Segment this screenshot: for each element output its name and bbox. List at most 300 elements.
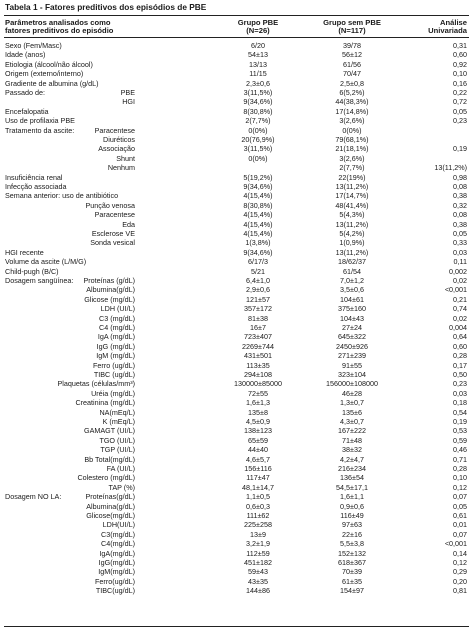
cell-p-value: 0,38	[453, 191, 467, 201]
table-row	[0, 483, 474, 492]
cell-group-sem-pbe: 152±132	[338, 548, 366, 558]
row-label: Idade (anos)	[5, 50, 46, 60]
table-row	[0, 379, 474, 388]
row-sublabel: TGP (UI/L)	[100, 445, 135, 455]
cell-group-sem-pbe: 3,5±0,6	[340, 285, 364, 295]
cell-group-pbe: 6/17/3	[248, 257, 268, 267]
cell-group-sem-pbe: 13(11,2%)	[335, 219, 369, 229]
row-sublabel: IgA (mg/dL)	[97, 332, 135, 342]
table-row	[0, 511, 474, 520]
cell-group-pbe: 4(15,4%)	[243, 229, 273, 238]
cell-group-pbe: 111±62	[246, 511, 270, 520]
cell-group-pbe: 0(0%)	[248, 125, 268, 135]
table-row	[0, 502, 474, 511]
table-row	[0, 295, 474, 304]
table-row	[0, 276, 474, 285]
cell-p-value: 0,19	[453, 144, 467, 154]
cell-group-pbe: 112±59	[246, 548, 270, 558]
header-group2-line2: (N=117)	[338, 26, 366, 35]
row-sublabel: Eda	[122, 219, 135, 229]
cell-group-sem-pbe: 4,3±0,7	[340, 417, 364, 426]
table-row	[0, 248, 474, 257]
row-label: Passado de:	[5, 88, 45, 97]
bottom-rule	[4, 626, 469, 627]
row-sublabel: HGI	[122, 97, 135, 107]
table-row	[0, 520, 474, 529]
cell-p-value: <0,001	[444, 539, 467, 549]
table-row	[0, 314, 474, 323]
table-row	[0, 417, 474, 426]
table-row	[0, 464, 474, 473]
cell-group-sem-pbe: 156000±108000	[326, 379, 378, 389]
table-row	[0, 492, 474, 501]
cell-p-value: 0,10	[453, 473, 467, 483]
table-row	[0, 257, 474, 266]
cell-p-value: 0,98	[453, 172, 467, 182]
row-label: Dosagem sangüínea:	[5, 276, 74, 285]
header-group1-line2: (N=26)	[246, 26, 270, 35]
cell-group-sem-pbe: 1,6±1,1	[340, 492, 364, 502]
table-row	[0, 577, 474, 586]
row-sublabel: Bb Total(mg/dL)	[84, 454, 135, 464]
table-row	[0, 473, 474, 482]
cell-p-value: 0,08	[453, 210, 467, 220]
cell-p-value: 0,02	[453, 276, 467, 285]
row-sublabel: Uréia (mg/dL)	[91, 388, 135, 398]
cell-group-sem-pbe: 116±49	[340, 511, 364, 520]
table-row	[0, 351, 474, 360]
cell-group-sem-pbe: 56±12	[342, 50, 362, 60]
cell-group-sem-pbe: 71±48	[342, 435, 362, 445]
cell-p-value: 0,81	[453, 586, 467, 596]
cell-p-value: 0,12	[453, 558, 467, 567]
cell-group-pbe: 9(34,6%)	[243, 97, 273, 107]
cell-group-sem-pbe: 2450±926	[336, 341, 368, 351]
row-sublabel: TIBC(ug/dL)	[95, 586, 135, 596]
header-parameter-line2: fatores preditivos do episódio	[5, 26, 114, 35]
cell-group-sem-pbe: 154±97	[340, 586, 364, 596]
cell-group-pbe: 4,6±5,7	[246, 454, 270, 464]
table-row	[0, 144, 474, 153]
cell-p-value: 0,10	[453, 69, 467, 79]
row-label: Origem (externo/interno)	[5, 69, 84, 79]
header-analysis-line1: Análise	[439, 18, 467, 27]
cell-group-pbe: 6/20	[251, 41, 265, 50]
row-sublabel: Creatinina (mg/dL)	[75, 398, 135, 408]
table-row	[0, 549, 474, 558]
cell-group-pbe: 1(3,8%)	[245, 238, 271, 248]
table-row	[0, 210, 474, 219]
row-label: Semana anterior: uso de antibiótico	[5, 191, 119, 201]
cell-p-value: 0,61	[453, 511, 467, 520]
cell-group-sem-pbe: 13(11,2%)	[335, 182, 369, 191]
cell-group-sem-pbe: 13(11,2%)	[335, 247, 369, 257]
cell-p-value: 0,05	[453, 229, 467, 238]
table-row	[0, 60, 474, 69]
cell-p-value: 0,32	[453, 200, 467, 210]
cell-group-pbe: 9(34,6%)	[243, 247, 273, 257]
row-sublabel: Shunt	[116, 153, 135, 163]
cell-group-pbe: 451±182	[244, 558, 272, 567]
cell-p-value: 0,29	[453, 567, 467, 577]
cell-group-pbe: 1,1±0,5	[246, 492, 270, 502]
cell-group-pbe: 138±123	[244, 426, 272, 436]
cell-group-sem-pbe: 2(7,7%)	[339, 163, 365, 173]
row-sublabel: NA(mEq/L)	[99, 407, 135, 417]
cell-group-sem-pbe: 22(19%)	[338, 172, 366, 182]
table-row	[0, 539, 474, 548]
row-sublabel: Diuréticos	[103, 135, 135, 144]
cell-group-sem-pbe: 0,9±0,6	[340, 501, 364, 511]
cell-p-value: 0,92	[453, 59, 467, 69]
table-row	[0, 88, 474, 97]
cell-group-sem-pbe: 48(41,4%)	[335, 200, 369, 210]
cell-p-value: 0,31	[453, 41, 467, 50]
cell-group-pbe: 723±407	[244, 332, 272, 342]
cell-p-value: 13(11,2%)	[434, 163, 467, 173]
row-label: Etiologia (álcool/não álcool)	[5, 59, 93, 69]
cell-p-value: 0,23	[453, 116, 467, 126]
cell-group-pbe: 117±47	[246, 473, 270, 483]
row-sublabel: Ferro(ug/dL)	[95, 576, 135, 586]
cell-p-value: 0,002	[449, 266, 467, 276]
cell-group-pbe: 121±57	[246, 294, 270, 304]
table-row	[0, 191, 474, 200]
cell-p-value: 0,21	[453, 294, 467, 304]
cell-group-sem-pbe: 6(5,2%)	[339, 88, 365, 97]
cell-group-sem-pbe: 61/54	[343, 266, 361, 276]
cell-group-pbe: 8(30,8%)	[243, 106, 273, 116]
row-sublabel: LDH (UI/L)	[100, 304, 135, 314]
cell-group-pbe: 2,9±0,6	[246, 285, 270, 295]
header-analysis-line2: Univariada	[428, 26, 467, 35]
cell-group-pbe: 431±501	[244, 351, 272, 361]
cell-group-pbe: 357±172	[244, 304, 272, 314]
cell-group-sem-pbe: 61±35	[342, 576, 362, 586]
cell-group-pbe: 4(15,4%)	[243, 191, 273, 201]
row-sublabel: Nenhum	[107, 163, 135, 173]
cell-group-sem-pbe: 5,5±3,8	[340, 539, 364, 549]
cell-group-sem-pbe: 21(18,1%)	[335, 144, 369, 154]
table-row	[0, 107, 474, 116]
table-row	[0, 201, 474, 210]
cell-group-sem-pbe: 3(2,6%)	[339, 116, 365, 126]
cell-group-sem-pbe: 216±234	[338, 464, 366, 473]
cell-group-sem-pbe: 70±39	[342, 567, 362, 577]
cell-p-value: 0,07	[453, 492, 467, 502]
cell-group-sem-pbe: 70/47	[343, 69, 361, 79]
cell-group-pbe: 5/21	[251, 266, 265, 276]
cell-group-pbe: 54±13	[248, 50, 268, 60]
cell-group-pbe: 8(30,8%)	[243, 200, 273, 210]
cell-group-sem-pbe: 167±222	[338, 426, 366, 436]
table-row	[0, 370, 474, 379]
row-sublabel: Esclerose VE	[91, 229, 135, 238]
cell-group-pbe: 59±43	[248, 567, 268, 577]
cell-p-value: 0,53	[453, 426, 467, 436]
row-sublabel: PBE	[120, 88, 135, 97]
row-sublabel: C3(mg/dL)	[101, 529, 135, 539]
cell-group-pbe: 65±59	[248, 435, 268, 445]
table-row	[0, 389, 474, 398]
table-row	[0, 163, 474, 172]
cell-group-sem-pbe: 5(4,3%)	[339, 210, 365, 220]
cell-p-value: 0,64	[453, 332, 467, 342]
table-row	[0, 586, 474, 595]
cell-group-sem-pbe: 645±322	[338, 332, 366, 342]
row-sublabel: IgM(mg/dL)	[98, 567, 135, 577]
cell-group-sem-pbe: 3(2,6%)	[339, 153, 365, 163]
cell-group-pbe: 43±35	[248, 576, 268, 586]
cell-p-value: 0,60	[453, 50, 467, 60]
header-parameter-line1: Parâmetros analisados como	[5, 18, 111, 27]
table-row	[0, 342, 474, 351]
cell-group-sem-pbe: 375±160	[338, 304, 366, 314]
cell-group-pbe: 130000±85000	[234, 379, 282, 389]
cell-group-sem-pbe: 135±6	[342, 407, 362, 417]
top-rule	[4, 15, 469, 16]
table-row	[0, 436, 474, 445]
cell-group-sem-pbe: 104±43	[340, 313, 364, 323]
cell-group-pbe: 44±40	[248, 445, 268, 455]
row-sublabel: Glicose (mg/dL)	[84, 294, 135, 304]
cell-group-sem-pbe: 46±28	[342, 388, 362, 398]
cell-group-pbe: 144±86	[246, 586, 270, 596]
cell-group-sem-pbe: 97±63	[342, 520, 362, 530]
table-row	[0, 304, 474, 313]
row-sublabel: IgM (mg/dL)	[96, 351, 135, 361]
row-sublabel: C4 (mg/dL)	[99, 323, 135, 332]
row-label: Gradiente de albumina (g/dL)	[5, 78, 99, 88]
cell-group-sem-pbe: 0(0%)	[342, 125, 362, 135]
table-row	[0, 361, 474, 370]
cell-p-value: 0,71	[453, 454, 467, 464]
row-sublabel: Plaquetas (células/mm³)	[57, 379, 135, 389]
cell-group-pbe: 5(19,2%)	[243, 172, 273, 182]
cell-p-value: 0,11	[453, 257, 467, 267]
cell-group-pbe: 113±35	[246, 360, 270, 370]
cell-group-pbe: 156±116	[244, 464, 272, 473]
table-row	[0, 332, 474, 341]
row-label: Child-pugh (B/C)	[5, 266, 59, 276]
table-row	[0, 229, 474, 238]
cell-p-value: 0,46	[453, 445, 467, 455]
cell-p-value: 0,12	[453, 482, 467, 492]
cell-p-value: 0,03	[453, 247, 467, 257]
cell-group-sem-pbe: 618±367	[338, 558, 366, 567]
cell-group-sem-pbe: 104±61	[340, 294, 364, 304]
cell-group-sem-pbe: 17(14,7%)	[335, 191, 369, 201]
cell-group-sem-pbe: 27±24	[342, 323, 362, 332]
table-row	[0, 182, 474, 191]
row-sublabel: Glicose(mg/dL)	[86, 511, 135, 520]
cell-group-pbe: 3(11,5%)	[243, 144, 273, 154]
cell-group-pbe: 3,2±1,9	[246, 539, 270, 549]
table-row	[0, 135, 474, 144]
cell-group-pbe: 294±108	[244, 370, 272, 379]
row-sublabel: Proteínas(g/dL)	[85, 492, 135, 502]
cell-p-value: 0,22	[453, 88, 467, 97]
row-sublabel: Associação	[98, 144, 135, 154]
cell-p-value: 0,60	[453, 341, 467, 351]
table-row	[0, 398, 474, 407]
row-label: Insuficiência renal	[5, 172, 63, 182]
row-sublabel: Ferro (ug/dL)	[93, 360, 135, 370]
table-row	[0, 530, 474, 539]
header-group2-line1: Grupo sem PBE	[323, 18, 381, 27]
cell-group-pbe: 4(15,4%)	[243, 210, 273, 220]
cell-group-sem-pbe: 7,0±1,2	[340, 276, 364, 285]
row-sublabel: Punção venosa	[85, 200, 135, 210]
table-row	[0, 79, 474, 88]
table-row	[0, 455, 474, 464]
row-sublabel: GAMAGT (UI/L)	[84, 426, 135, 436]
cell-p-value: 0,05	[453, 501, 467, 511]
row-sublabel: TIBC (ug/dL)	[93, 370, 135, 379]
table-row	[0, 116, 474, 125]
table-row	[0, 285, 474, 294]
row-label: HGI recente	[5, 247, 44, 257]
row-label: Infecção associada	[5, 182, 67, 191]
table-row	[0, 558, 474, 567]
cell-p-value: 0,01	[453, 520, 467, 530]
cell-group-sem-pbe: 38±32	[342, 445, 362, 455]
row-sublabel: Albumina(g/dL)	[86, 285, 135, 295]
cell-group-sem-pbe: 44(38,3%)	[335, 97, 369, 107]
cell-group-pbe: 81±38	[248, 313, 268, 323]
cell-p-value: 0,38	[453, 219, 467, 229]
cell-group-sem-pbe: 1(0,9%)	[339, 238, 365, 248]
row-sublabel: Paracentese	[94, 125, 135, 135]
cell-group-sem-pbe: 91±55	[342, 360, 362, 370]
cell-group-pbe: 225±258	[244, 520, 272, 530]
cell-group-pbe: 72±55	[248, 388, 268, 398]
cell-group-pbe: 48,1±14,7	[242, 482, 274, 492]
cell-group-pbe: 2269±744	[242, 341, 274, 351]
row-sublabel: Sonda vesical	[90, 238, 135, 248]
table-row	[0, 445, 474, 454]
header-rule	[4, 37, 469, 38]
cell-p-value: 0,18	[453, 398, 467, 408]
cell-p-value: 0,50	[453, 370, 467, 379]
cell-p-value: 0,74	[453, 304, 467, 314]
cell-group-sem-pbe: 61/56	[343, 59, 361, 69]
table-row	[0, 408, 474, 417]
cell-group-pbe: 6,4±1,0	[246, 276, 270, 285]
cell-group-sem-pbe: 2,5±0,8	[340, 78, 364, 88]
header-group1-line1: Grupo PBE	[237, 18, 279, 27]
cell-group-pbe: 3(11,5%)	[243, 88, 273, 97]
cell-p-value: 0,004	[449, 323, 467, 332]
row-label: Tratamento da ascite:	[5, 125, 75, 135]
cell-p-value: 0,23	[453, 379, 467, 389]
cell-group-pbe: 2,3±0,6	[246, 78, 270, 88]
cell-group-pbe: 4(15,4%)	[243, 219, 273, 229]
table-row	[0, 567, 474, 576]
table-title: Tabela 1 - Fatores preditivos dos episódios de PBE	[5, 2, 207, 12]
row-label: Dosagem NO LA:	[5, 492, 62, 502]
cell-group-pbe: 0,6±0,3	[246, 501, 270, 511]
row-sublabel: TGO (UI/L)	[99, 435, 135, 445]
cell-group-sem-pbe: 4,2±4,7	[340, 454, 364, 464]
cell-group-pbe: 13/13	[249, 59, 267, 69]
cell-group-pbe: 4,5±0,9	[246, 417, 270, 426]
row-sublabel: IgG (mg/dL)	[96, 341, 135, 351]
row-sublabel: C3 (mg/dL)	[99, 313, 135, 323]
cell-group-pbe: 9(34,6%)	[243, 182, 273, 191]
cell-group-pbe: 16±7	[250, 323, 266, 332]
table-row	[0, 323, 474, 332]
cell-p-value: <0,001	[444, 285, 467, 295]
table-row	[0, 220, 474, 229]
cell-group-pbe: 13±9	[250, 529, 266, 539]
cell-group-sem-pbe: 136±54	[340, 473, 364, 483]
cell-p-value: 0,17	[453, 360, 467, 370]
table-row	[0, 154, 474, 163]
cell-p-value: 0,20	[453, 576, 467, 586]
cell-group-sem-pbe: 271±239	[338, 351, 366, 361]
row-sublabel: Paracentese	[94, 210, 135, 220]
cell-group-sem-pbe: 18/62/37	[338, 257, 366, 267]
row-sublabel: LDH(UI/L)	[102, 520, 135, 530]
cell-group-sem-pbe: 1,3±0,7	[340, 398, 364, 408]
cell-p-value: 0,07	[453, 529, 467, 539]
table-row	[0, 238, 474, 247]
row-sublabel: IgA(mg/dL)	[99, 548, 135, 558]
cell-group-pbe: 20(76,9%)	[241, 135, 275, 144]
cell-group-pbe: 1,6±1,3	[246, 398, 270, 408]
row-label: Uso de profilaxia PBE	[5, 116, 75, 126]
cell-p-value: 0,16	[453, 78, 467, 88]
cell-group-pbe: 0(0%)	[248, 153, 268, 163]
row-label: Encefalopatia	[5, 106, 49, 116]
cell-p-value: 0,54	[453, 407, 467, 417]
table-row	[0, 97, 474, 106]
cell-p-value: 0,19	[453, 417, 467, 426]
cell-p-value: 0,02	[453, 313, 467, 323]
cell-group-sem-pbe: 22±16	[342, 529, 362, 539]
cell-group-pbe: 135±8	[248, 407, 268, 417]
row-sublabel: Colestero (mg/dL)	[77, 473, 135, 483]
table-row	[0, 50, 474, 59]
row-label: Volume da ascite (L/M/G)	[5, 257, 87, 267]
row-sublabel: Proteínas (g/dL)	[83, 276, 135, 285]
cell-group-sem-pbe: 17(14,8%)	[335, 106, 369, 116]
cell-group-sem-pbe: 39/78	[343, 41, 361, 50]
row-sublabel: Albumina(g/dL)	[86, 501, 135, 511]
row-sublabel: C4(mg/dL)	[101, 539, 135, 549]
cell-p-value: 0,05	[453, 106, 467, 116]
cell-group-sem-pbe: 323±104	[338, 370, 366, 379]
cell-group-pbe: 11/15	[249, 69, 267, 79]
row-sublabel: FA (UI/L)	[106, 464, 135, 473]
cell-p-value: 0,14	[453, 548, 467, 558]
cell-p-value: 0,33	[453, 238, 467, 248]
cell-group-pbe: 2(7,7%)	[245, 116, 271, 126]
table-row	[0, 426, 474, 435]
cell-p-value: 0,08	[453, 182, 467, 191]
table-row	[0, 69, 474, 78]
table-row	[0, 41, 474, 50]
cell-p-value: 0,28	[453, 351, 467, 361]
cell-group-sem-pbe: 54,5±17,1	[336, 482, 368, 492]
row-label: Sexo (Fem/Masc)	[5, 41, 62, 50]
cell-p-value: 0,72	[453, 97, 467, 107]
cell-group-sem-pbe: 5(4,2%)	[339, 229, 365, 238]
cell-group-sem-pbe: 79(68,1%)	[335, 135, 369, 144]
row-sublabel: TAP (%)	[108, 482, 135, 492]
row-sublabel: IgG(mg/dL)	[98, 558, 135, 567]
